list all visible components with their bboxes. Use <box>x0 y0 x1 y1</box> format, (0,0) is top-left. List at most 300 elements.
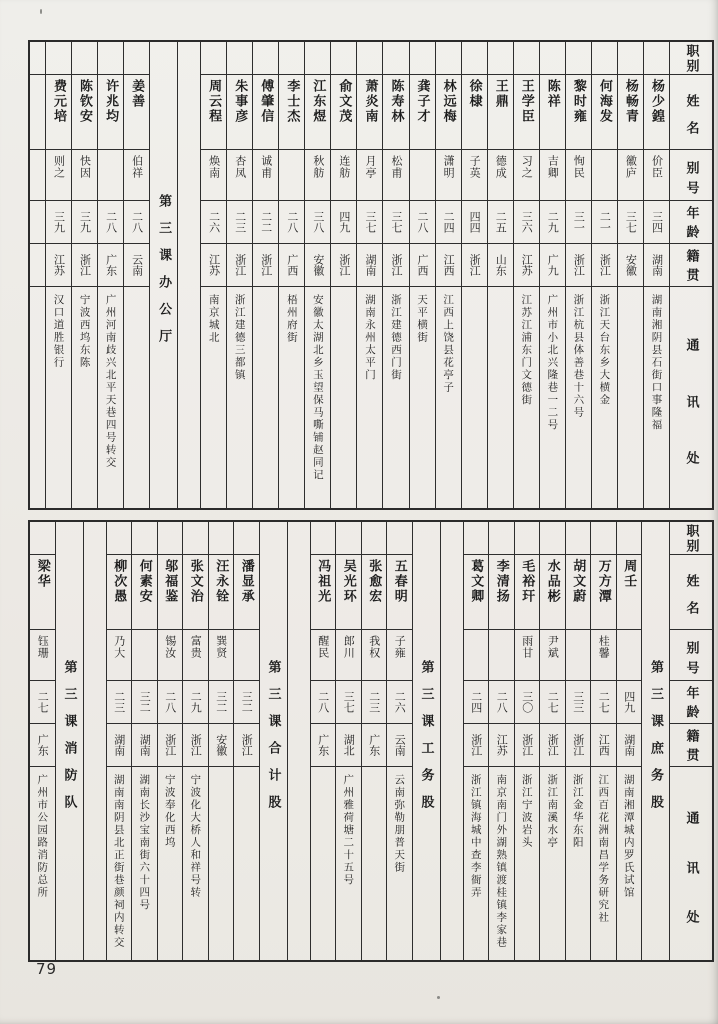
spacer-column <box>177 42 200 508</box>
roster-table-top <box>28 40 714 510</box>
address-cell: 浙江镇海城中查李衙弄 <box>469 774 482 899</box>
age-cell: 三七 <box>357 201 382 244</box>
alias-cell: 我权 <box>362 630 387 681</box>
age-cell: 三〇 <box>515 681 540 724</box>
age-cell: 二八 <box>311 681 336 724</box>
native-cell: 江苏 <box>514 244 539 287</box>
name-cell: 江东煜 <box>305 75 330 150</box>
name-header: 姓 名 <box>670 555 712 630</box>
age-cell: 三四 <box>644 201 669 244</box>
alias-cell <box>98 150 123 201</box>
entry-column <box>590 522 616 960</box>
address-cell: 天平横街 <box>416 294 429 344</box>
name-cell: 陈钦安 <box>72 75 97 150</box>
age-cell: 二八 <box>410 201 435 244</box>
duty-cell <box>107 522 132 555</box>
duty-cell <box>279 42 304 75</box>
alias-header: 别 号 <box>670 150 712 201</box>
name-cell: 何海发 <box>592 75 617 150</box>
name-cell: 周云程 <box>201 75 226 150</box>
native-cell: 安徽 <box>305 244 330 287</box>
duty-cell <box>540 522 565 555</box>
duty-cell <box>30 42 45 75</box>
name-cell: 毛裕玕 <box>515 555 540 630</box>
age-cell: 二三 <box>107 681 132 724</box>
duty-cell <box>98 42 123 75</box>
name-cell: 柳次愚 <box>107 555 132 630</box>
native-cell: 浙江 <box>227 244 252 287</box>
native-cell: 江西 <box>436 244 461 287</box>
address-header: 通 讯 处 <box>683 810 699 924</box>
duty-cell <box>227 42 252 75</box>
age-cell: 二四 <box>436 201 461 244</box>
alias-cell: 徽庐 <box>618 150 643 201</box>
address-cell: 广州河南歧兴北平天巷四号转交 <box>104 294 117 469</box>
address-cell <box>30 287 45 508</box>
address-cell: 江苏江浦东门文德街 <box>520 294 533 407</box>
age-cell: 三三 <box>566 681 591 724</box>
age-cell: 二三 <box>227 201 252 244</box>
address-cell: 湖南湘潭城内罗氏试馆 <box>622 774 635 899</box>
alias-cell: 雨甘 <box>515 630 540 681</box>
duty-cell <box>234 522 259 555</box>
name-cell: 王鼎 <box>488 75 513 150</box>
address-cell <box>253 287 278 508</box>
native-cell: 浙江 <box>72 244 97 287</box>
address-cell: 浙江天台东乡大横金 <box>598 294 611 407</box>
native-cell: 湖南 <box>132 724 157 767</box>
address-cell: 梧州府街 <box>285 294 298 344</box>
age-cell: 二七 <box>540 681 565 724</box>
native-cell: 江西 <box>591 724 616 767</box>
address-cell: 浙江建德西门街 <box>390 294 403 382</box>
roster-table-bottom <box>28 520 714 962</box>
alias-cell: 富贵 <box>183 630 208 681</box>
name-cell: 萧炎南 <box>357 75 382 150</box>
entry-column <box>487 42 513 508</box>
native-cell: 浙江 <box>462 244 487 287</box>
age-cell: 三八 <box>305 201 330 244</box>
alias-cell <box>132 630 157 681</box>
name-cell: 俞文茂 <box>331 75 356 150</box>
entry-column <box>565 42 591 508</box>
spacer-column <box>440 522 463 960</box>
entry-column <box>386 522 412 960</box>
native-cell: 江苏 <box>489 724 514 767</box>
native-cell: 浙江 <box>566 724 591 767</box>
entry-column <box>539 42 565 508</box>
address-cell <box>488 287 513 508</box>
age-cell: 三二 <box>209 681 234 724</box>
alias-cell <box>234 630 259 681</box>
duty-cell <box>305 42 330 75</box>
alias-cell <box>566 630 591 681</box>
header-column <box>669 42 712 508</box>
entry-column <box>131 522 157 960</box>
entry-column <box>539 522 565 960</box>
name-cell: 王学臣 <box>514 75 539 150</box>
alias-cell: 杏凤 <box>227 150 252 201</box>
entry-column <box>208 522 234 960</box>
alias-cell <box>617 630 642 681</box>
alias-cell: 德成 <box>488 150 513 201</box>
duty-header: 职 别 <box>670 42 712 75</box>
duty-cell <box>462 42 487 75</box>
native-cell: 湖北 <box>336 724 361 767</box>
entry-column <box>356 42 382 508</box>
address-cell: 湖南湘阴县石街口事隆福 <box>650 294 663 432</box>
alias-cell: 桂馨 <box>591 630 616 681</box>
alias-cell: 秋舫 <box>305 150 330 201</box>
address-cell <box>618 287 643 508</box>
age-cell: 二六 <box>387 681 412 724</box>
entry-column <box>565 522 591 960</box>
section-column: 第三课办公厅 <box>149 42 177 508</box>
entry-column <box>252 42 278 508</box>
entry-column <box>513 42 539 508</box>
alias-cell: 吉卿 <box>540 150 565 201</box>
address-cell <box>124 287 149 508</box>
alias-cell <box>279 150 304 201</box>
native-cell: 安徽 <box>618 244 643 287</box>
entry-column <box>71 42 97 508</box>
alias-cell: 月亭 <box>357 150 382 201</box>
name-cell: 汪永铨 <box>209 555 234 630</box>
entry-column <box>233 522 259 960</box>
alias-cell: 锡汝 <box>158 630 183 681</box>
native-cell: 广东 <box>362 724 387 767</box>
name-cell: 徐棣 <box>462 75 487 150</box>
alias-cell: 郎川 <box>336 630 361 681</box>
native-cell: 浙江 <box>566 244 591 287</box>
duty-cell <box>46 42 71 75</box>
address-cell: 宁波化大桥人和祥号转 <box>189 774 202 899</box>
age-cell: 四四 <box>462 201 487 244</box>
name-cell: 胡文蔚 <box>566 555 591 630</box>
native-cell: 湖南 <box>357 244 382 287</box>
name-cell: 杨畅青 <box>618 75 643 150</box>
age-cell: 二六 <box>201 201 226 244</box>
age-header: 年 龄 <box>670 201 712 244</box>
entry-column <box>488 522 514 960</box>
address-cell: 安徽太湖北乡玉望保马嘶铺赵同记 <box>311 294 324 482</box>
alias-cell: 则之 <box>46 150 71 201</box>
age-cell: 二五 <box>488 201 513 244</box>
entry-column <box>123 42 149 508</box>
address-cell: 湖南南阴县北正街巷颜祠内转交 <box>112 774 125 949</box>
name-cell: 龚子才 <box>410 75 435 150</box>
native-cell: 浙江 <box>234 724 259 767</box>
age-cell: 二一 <box>592 201 617 244</box>
entry-column <box>278 42 304 508</box>
age-cell: 三二 <box>234 681 259 724</box>
age-header: 年 龄 <box>670 681 712 724</box>
address-cell: 湖南长沙宝南街六十四号 <box>138 774 151 912</box>
native-cell: 浙江 <box>464 724 489 767</box>
duty-cell <box>201 42 226 75</box>
age-cell: 三七 <box>383 201 408 244</box>
name-cell: 陈祥 <box>540 75 565 150</box>
age-cell: 三九 <box>72 201 97 244</box>
name-cell: 张愈宏 <box>362 555 387 630</box>
age-cell: 二二 <box>253 201 278 244</box>
duty-header: 职 别 <box>670 522 712 555</box>
alias-cell: 诚甫 <box>253 150 278 201</box>
address-cell <box>331 287 356 508</box>
native-cell: 浙江 <box>592 244 617 287</box>
address-cell <box>462 287 487 508</box>
alias-cell: 尹斌 <box>540 630 565 681</box>
native-cell: 山东 <box>488 244 513 287</box>
alias-cell: 潇明 <box>436 150 461 201</box>
name-cell: 葛文卿 <box>464 555 489 630</box>
duty-cell <box>336 522 361 555</box>
duty-cell <box>515 522 540 555</box>
section-column: 第三课工务股 <box>412 522 440 960</box>
alias-cell: 恂民 <box>566 150 591 201</box>
native-header: 籍 贯 <box>670 244 712 287</box>
duty-cell <box>410 42 435 75</box>
duty-cell <box>331 42 356 75</box>
duty-cell <box>383 42 408 75</box>
address-cell: 云南弥勒朋普天街 <box>393 774 406 874</box>
spacer-column <box>287 522 310 960</box>
name-cell: 姜善 <box>124 75 149 150</box>
address-cell <box>209 767 234 960</box>
section-column: 第三课合计股 <box>259 522 287 960</box>
section-column: 第三课消防队 <box>55 522 83 960</box>
duty-cell <box>489 522 514 555</box>
address-cell: 浙江金华东阳 <box>571 774 584 849</box>
native-cell: 广西 <box>279 244 304 287</box>
duty-cell <box>132 522 157 555</box>
alias-cell <box>30 150 45 201</box>
entry-column <box>382 42 408 508</box>
entry-column <box>463 522 489 960</box>
age-cell: 二七 <box>591 681 616 724</box>
entry-column <box>97 42 123 508</box>
duty-cell <box>618 42 643 75</box>
age-cell: 二三 <box>362 681 387 724</box>
address-header: 通 讯 处 <box>683 337 699 465</box>
empty-column <box>30 42 45 508</box>
age-cell: 四九 <box>617 681 642 724</box>
age-cell: 二七 <box>30 681 55 724</box>
name-cell: 黎时雍 <box>566 75 591 150</box>
alias-cell: 乃大 <box>107 630 132 681</box>
native-cell: 浙江 <box>253 244 278 287</box>
native-cell: 湖南 <box>644 244 669 287</box>
header-column <box>669 522 712 960</box>
address-cell: 浙江杭县体善巷十六号 <box>572 294 585 419</box>
address-cell: 浙江建德三都镇 <box>233 294 246 382</box>
age-cell: 二九 <box>183 681 208 724</box>
name-cell: 周壬 <box>617 555 642 630</box>
entry-column <box>200 42 226 508</box>
native-cell: 云南 <box>387 724 412 767</box>
native-cell: 浙江 <box>515 724 540 767</box>
name-cell: 邬福鉴 <box>158 555 183 630</box>
alias-cell: 伯祥 <box>124 150 149 201</box>
native-cell: 浙江 <box>383 244 408 287</box>
name-cell: 杨少鍠 <box>644 75 669 150</box>
native-cell: 浙江 <box>331 244 356 287</box>
entry-column <box>226 42 252 508</box>
duty-cell <box>362 522 387 555</box>
address-cell: 浙江宁波岩头 <box>520 774 533 849</box>
name-cell: 林远梅 <box>436 75 461 150</box>
entry-column <box>335 522 361 960</box>
name-cell: 许兆均 <box>98 75 123 150</box>
name-cell: 张文治 <box>183 555 208 630</box>
alias-cell: 松甫 <box>383 150 408 201</box>
entry-column <box>616 522 642 960</box>
entry-column <box>106 522 132 960</box>
native-cell: 广西 <box>410 244 435 287</box>
duty-cell <box>540 42 565 75</box>
name-cell: 李士杰 <box>279 75 304 150</box>
age-cell: 二八 <box>124 201 149 244</box>
address-cell <box>362 767 387 960</box>
entry-column <box>182 522 208 960</box>
section-column: 第三课庶务股 <box>641 522 669 960</box>
address-cell: 江西百花洲南昌学务研究社 <box>597 774 610 924</box>
duty-cell <box>253 42 278 75</box>
entry-column <box>310 522 336 960</box>
native-cell: 广东 <box>311 724 336 767</box>
entry-column <box>617 42 643 508</box>
alias-cell: 焕南 <box>201 150 226 201</box>
alias-cell: 钰珊 <box>30 630 55 681</box>
name-cell: 李清扬 <box>489 555 514 630</box>
duty-cell <box>209 522 234 555</box>
native-cell: 浙江 <box>183 724 208 767</box>
duty-cell <box>183 522 208 555</box>
address-cell: 宁波奉化西坞 <box>163 774 176 849</box>
alias-cell: 子雍 <box>387 630 412 681</box>
name-cell: 费元培 <box>46 75 71 150</box>
age-cell: 三二 <box>132 681 157 724</box>
native-cell: 广九 <box>540 244 565 287</box>
duty-cell <box>644 42 669 75</box>
alias-header: 别 号 <box>670 630 712 681</box>
native-cell: 云南 <box>124 244 149 287</box>
name-cell: 梁华 <box>30 555 55 630</box>
address-cell: 浙江南溪水亭 <box>546 774 559 849</box>
name-cell: 潘显承 <box>234 555 259 630</box>
address-cell <box>234 767 259 960</box>
duty-cell <box>488 42 513 75</box>
entry-column <box>461 42 487 508</box>
entry-column <box>304 42 330 508</box>
age-cell: 三七 <box>618 201 643 244</box>
page-number: 79 <box>36 960 58 978</box>
native-header: 籍 贯 <box>670 724 712 767</box>
duty-cell <box>72 42 97 75</box>
alias-cell: 醒民 <box>311 630 336 681</box>
native-cell: 浙江 <box>158 724 183 767</box>
name-cell: 何素安 <box>132 555 157 630</box>
address-cell: 宁波西坞东陈 <box>78 294 91 369</box>
address-cell: 广州市公园路消防总所 <box>36 774 49 899</box>
address-cell: 广州市小北兴隆巷一二号 <box>546 294 559 432</box>
spacer-column <box>83 522 106 960</box>
duty-cell <box>591 522 616 555</box>
age-cell: 二八 <box>98 201 123 244</box>
name-cell: 水品彬 <box>540 555 565 630</box>
age-cell: 二四 <box>464 681 489 724</box>
entry-column <box>45 42 71 508</box>
alias-cell: 连舫 <box>331 150 356 201</box>
address-cell <box>311 767 336 960</box>
native-cell: 浙江 <box>540 724 565 767</box>
alias-cell: 巽贤 <box>209 630 234 681</box>
duty-cell <box>514 42 539 75</box>
duty-cell <box>124 42 149 75</box>
native-cell: 湖南 <box>107 724 132 767</box>
ink-speck <box>437 996 440 999</box>
native-cell: 湖南 <box>617 724 642 767</box>
duty-cell <box>30 522 55 555</box>
duty-cell <box>464 522 489 555</box>
entry-column <box>157 522 183 960</box>
entry-column <box>409 42 435 508</box>
alias-cell <box>489 630 514 681</box>
alias-cell: 价臣 <box>644 150 669 201</box>
native-cell: 江苏 <box>201 244 226 287</box>
age-cell: 二八 <box>158 681 183 724</box>
duty-cell <box>566 42 591 75</box>
age-cell: 二八 <box>489 681 514 724</box>
address-cell: 南京南门外湖熟镇渡桂镇李家巷 <box>495 774 508 949</box>
native-cell: 广东 <box>98 244 123 287</box>
ink-speck <box>40 9 42 14</box>
age-cell: 三九 <box>46 201 71 244</box>
duty-cell <box>566 522 591 555</box>
entry-column <box>514 522 540 960</box>
age-cell: 三一 <box>566 201 591 244</box>
name-cell: 五春明 <box>387 555 412 630</box>
entry-column <box>30 522 55 960</box>
duty-cell <box>592 42 617 75</box>
address-cell: 汉口道胜银行 <box>52 294 65 369</box>
entry-column <box>330 42 356 508</box>
duty-cell <box>311 522 336 555</box>
name-cell: 傅肇信 <box>253 75 278 150</box>
duty-cell <box>158 522 183 555</box>
duty-cell <box>357 42 382 75</box>
name-cell: 吴光环 <box>336 555 361 630</box>
entry-column <box>591 42 617 508</box>
alias-cell: 快因 <box>72 150 97 201</box>
age-cell: 二八 <box>279 201 304 244</box>
age-cell <box>30 201 45 244</box>
native-cell: 江苏 <box>46 244 71 287</box>
alias-cell: 子英 <box>462 150 487 201</box>
name-cell: 朱事彦 <box>227 75 252 150</box>
age-cell: 四九 <box>331 201 356 244</box>
entry-column <box>435 42 461 508</box>
native-cell: 安徽 <box>209 724 234 767</box>
alias-cell <box>464 630 489 681</box>
native-cell: 广东 <box>30 724 55 767</box>
name-cell: 陈寿林 <box>383 75 408 150</box>
name-cell: 冯祖光 <box>311 555 336 630</box>
age-cell: 二九 <box>540 201 565 244</box>
native-cell <box>30 244 45 287</box>
duty-cell <box>436 42 461 75</box>
name-cell: 万方潭 <box>591 555 616 630</box>
